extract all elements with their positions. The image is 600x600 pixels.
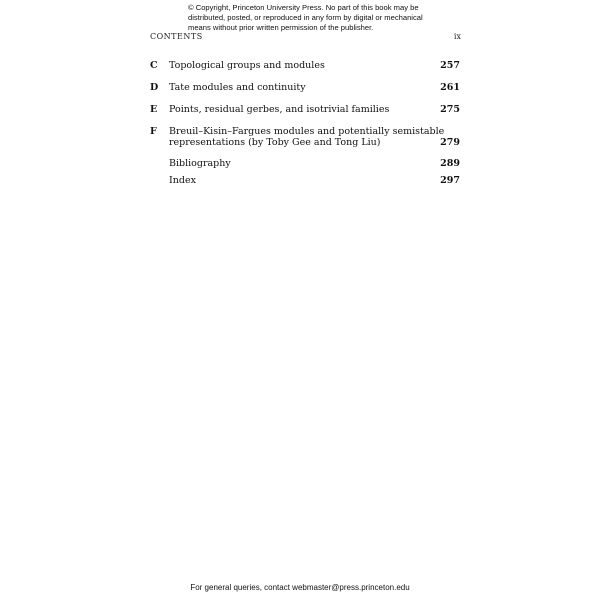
toc-entry-title-line: representations (by Toby Gee and Tong Liu): [169, 137, 381, 148]
toc-entry-title: Index: [169, 175, 196, 186]
copyright-notice: [188, 3, 438, 33]
toc-entry-title-line: Breuil–Kisin–Fargues modules and potentially semistable: [169, 126, 445, 137]
copyright-line: © Copyright, Princeton University Press. No part of this book may be: [188, 3, 419, 12]
toc-entry-page: 275: [440, 104, 460, 115]
toc-entry-page: 279: [440, 137, 460, 148]
toc-entry-title: Bibliography: [169, 158, 231, 169]
toc-entry-page: 261: [440, 82, 460, 93]
footer-contact: For general queries, contact webmaster@press.princeton.edu: [190, 583, 410, 592]
toc-entry-title: Topological groups and modules: [169, 60, 325, 71]
toc-entry-letter: D: [150, 82, 159, 93]
toc-entry-page: 297: [440, 175, 460, 186]
toc-entry-page: 289: [440, 158, 460, 169]
copyright-line: distributed, posted, or reproduced in any form by digital or mechanical: [188, 13, 423, 22]
toc-entry-letter: E: [150, 104, 158, 115]
toc-entry-letter: F: [150, 126, 157, 137]
toc-entry-title: Points, residual gerbes, and isotrivial families: [169, 104, 390, 115]
toc-entry-title: Tate modules and continuity: [169, 82, 306, 93]
running-head-section: CONTENTS: [150, 32, 203, 41]
toc-entry-page: 257: [440, 60, 460, 71]
running-head-page-number: ix: [453, 32, 461, 41]
toc-entry-letter: C: [150, 60, 158, 71]
toc-entry-title: [169, 126, 445, 148]
copyright-line: means without prior written permission of the publisher.: [188, 23, 374, 32]
